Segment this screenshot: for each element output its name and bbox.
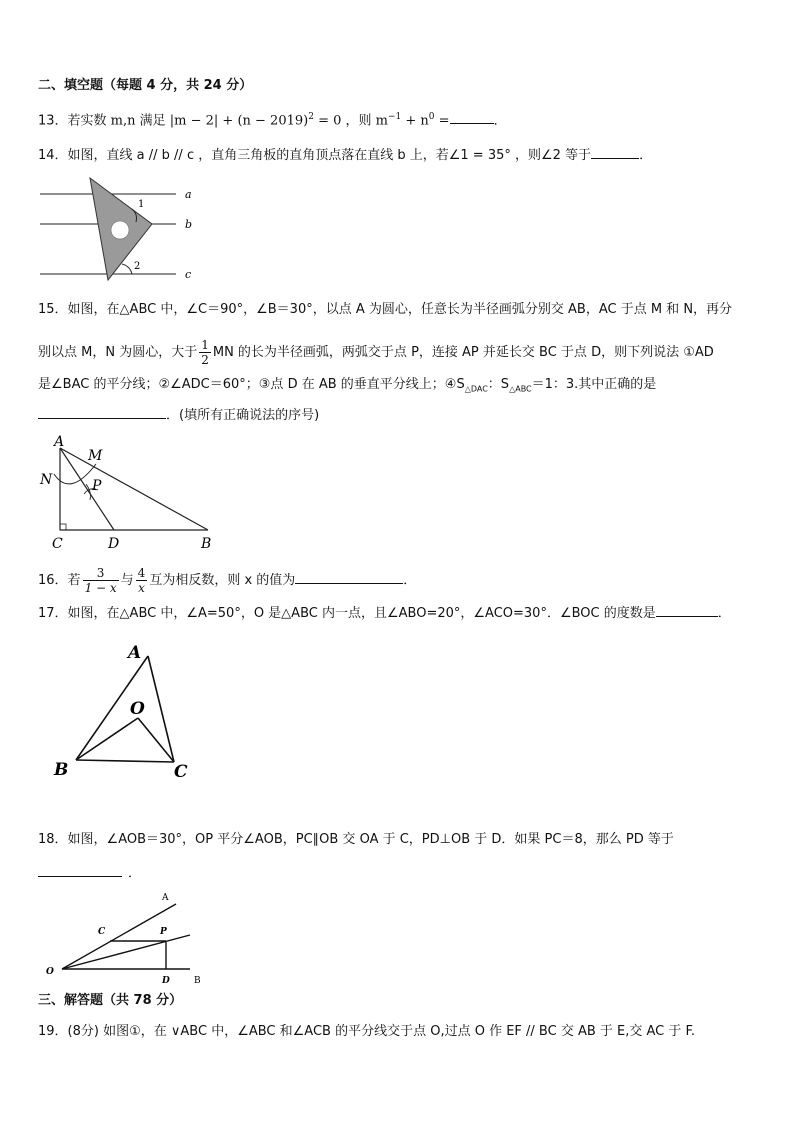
label-C: C <box>174 762 188 782</box>
label-P: P <box>160 927 167 937</box>
answer-blank-14[interactable] <box>591 146 639 159</box>
label-M: M <box>88 448 103 464</box>
angle-2-label: 2 <box>134 261 141 272</box>
question-19: 19．(8分) 如图①，在 ∨ABC 中，∠ABC 和∠ACB 的平分线交于点 O,过点 O 作 EF // BC 交 AB 于 E,交 AC 于 F. <box>38 1024 696 1039</box>
label-A: A <box>54 434 65 450</box>
label-A: A <box>128 643 142 663</box>
label-N: N <box>40 472 53 488</box>
question-15-line-1: 15．如图，在△ABC 中，∠C＝90°，∠B＝30°，以点 A 为圆心，任意长为半径画弧分别交 AB，AC 于点 M 和 N，再分 <box>38 302 733 317</box>
side-ab <box>60 448 208 530</box>
question-17: 17．如图，在△ABC 中，∠A=50°，O 是△ABC 内一点，且∠ABO=20°，∠ACO=30°．∠BOC 的度数是 ． <box>38 606 731 621</box>
answer-blank-17[interactable] <box>656 604 718 617</box>
fraction-3-over-1-minus-x: $\frac{3}{1 - x}$ <box>84 566 117 595</box>
label-B: B <box>201 536 212 552</box>
label-O: O <box>46 967 54 977</box>
label-B: B <box>194 976 201 986</box>
label-C: C <box>98 927 106 937</box>
section-title-answers: 三、解答题（共 78 分） <box>38 993 183 1008</box>
question-16: 16．若 $\frac{3}{1 - x}$ 与 $\frac{4}{x}$ 互为相反数，则 x 的值为 ． <box>38 566 417 595</box>
segment-ad <box>60 448 114 530</box>
question-14: 14．如图，直线 a // b // c ，直角三角板的直角顶点落在直线 b 上，若∠1 = 35° ，则∠2 等于 ． <box>38 148 653 163</box>
label-O: O <box>130 699 145 719</box>
segment-bo <box>76 718 138 760</box>
label-A: A <box>162 893 169 903</box>
label-P: P <box>92 478 102 494</box>
answer-blank-13[interactable] <box>450 111 494 124</box>
question-15-line-2: 别以点 M，N 为圆心，大于 $\frac{1}{2}$ MN 的长为半径画弧，两弧交于点 P，连接 AP 并延长交 BC 于点 D，则下列说法 ①AD <box>38 338 714 367</box>
right-angle-mark <box>60 524 66 530</box>
figure-triangle-abc-bisector <box>36 430 226 550</box>
label-D: D <box>162 976 170 986</box>
answer-blank-16[interactable] <box>295 571 403 584</box>
question-18-line-1: 18．如图，∠AOB＝30°，OP 平分∠AOB，PC∥OB 交 OA 于 C，PD⊥OB 于 D．如果 PC＝8，那么 PD 等于 <box>38 832 674 847</box>
question-13: 13．若实数 m,n 满足 $|m - 2| + (n - 2019)^2 = 0$ ，则 $m^{-1} + n^0$ = ． <box>38 112 507 129</box>
figure-parallel-lines-triangle <box>36 174 206 284</box>
label-B: B <box>54 760 69 780</box>
fraction-one-half: $\frac{1}{2}$ <box>201 338 209 367</box>
arc-p-2 <box>86 484 91 500</box>
label-D: D <box>108 536 120 552</box>
set-square-hole <box>111 221 129 239</box>
label-a: a <box>185 188 192 201</box>
fraction-4-over-x: $\frac{4}{x}$ <box>137 566 146 595</box>
answer-blank-18[interactable] <box>38 864 122 877</box>
angle-1-label: 1 <box>138 199 145 210</box>
question-15-line-4: ．(填所有正确说法的序号) <box>38 406 319 424</box>
label-c: c <box>185 268 192 281</box>
figure-triangle-abc-point-o <box>50 640 200 785</box>
side-bc <box>76 760 174 762</box>
ray-op <box>62 935 190 969</box>
angle-2-arc <box>122 264 132 274</box>
answer-blank-15[interactable] <box>38 406 166 419</box>
section-title-fill-in: 二、填空题（每题 4 分，共 24 分） <box>38 78 253 93</box>
label-b: b <box>185 218 193 231</box>
ray-oa <box>62 904 176 969</box>
label-C: C <box>52 536 63 552</box>
question-15-line-3: 是∠BAC 的平分线；②∠ADC＝60°；③点 D 在 AB 的垂直平分线上；$④S_{\triangle DAC}$：$S_{\triangle ABC}=1$：3.其中正确的是 <box>38 377 657 394</box>
figure-angle-aob <box>40 890 215 990</box>
question-18-line-2: ． <box>38 864 141 882</box>
